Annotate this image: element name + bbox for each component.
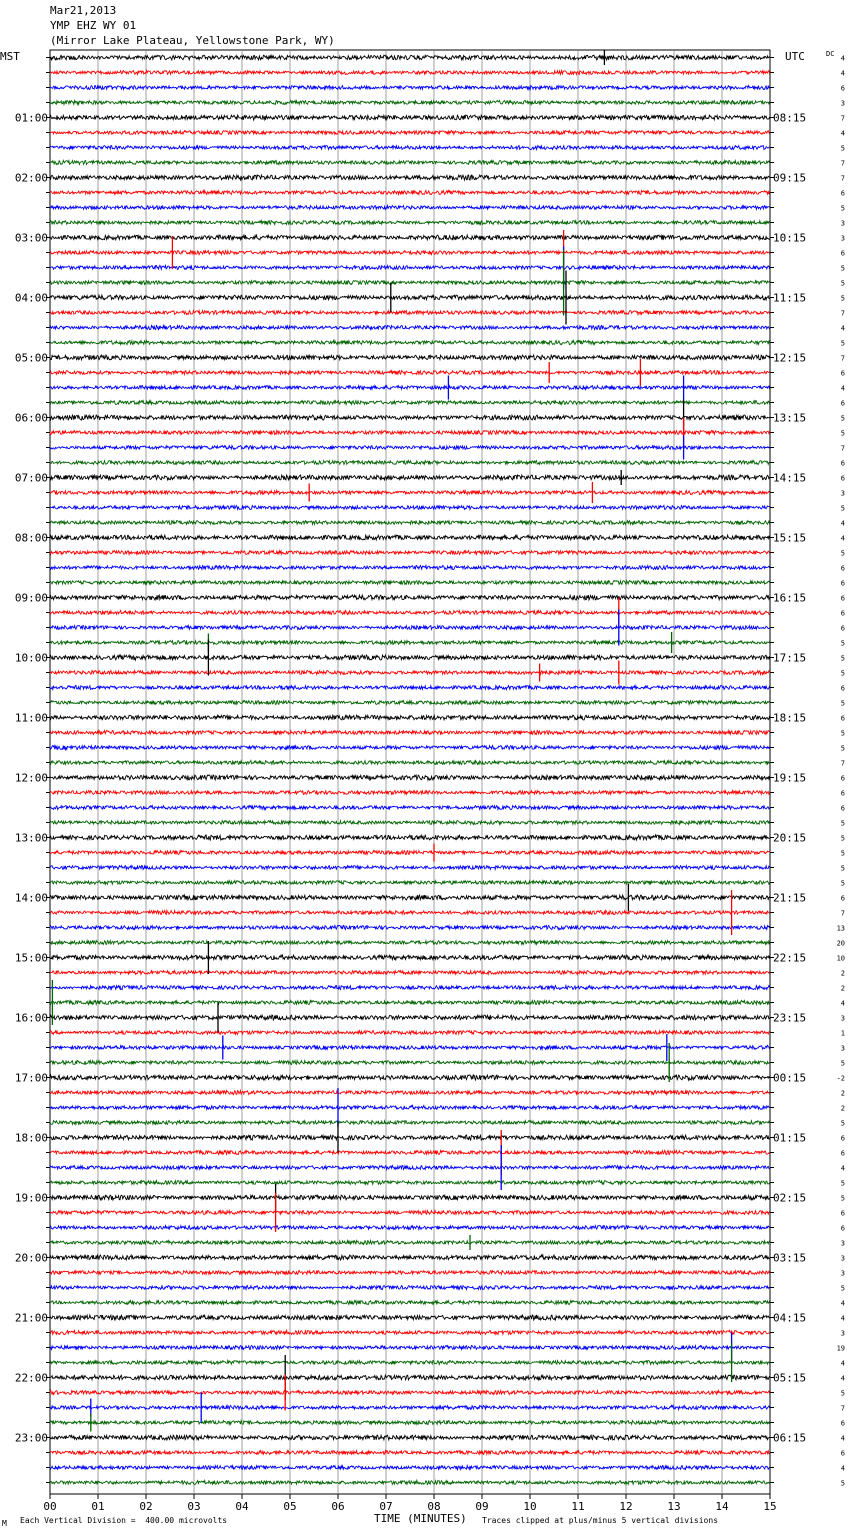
trace-line (50, 355, 770, 360)
x-tick-label: 15 (763, 1500, 777, 1513)
mst-time-label: 02:00 (14, 171, 48, 185)
trace-line (50, 566, 770, 570)
trace-line (50, 791, 770, 795)
trace-line (50, 895, 770, 900)
trace-line (50, 1315, 770, 1320)
dc-offset-label: 20 (836, 939, 845, 948)
dc-offset-label: 6 (840, 624, 845, 633)
dc-offset-label: 2 (840, 984, 845, 993)
trace-line (50, 685, 770, 689)
dc-offset-label: 6 (840, 1209, 845, 1218)
dc-offset-label: 6 (840, 774, 845, 783)
mst-time-label: 17:00 (14, 1071, 48, 1085)
mst-time-label: 08:00 (14, 531, 48, 545)
utc-time-label: 14:15 (773, 471, 807, 485)
trace-line (50, 1211, 770, 1215)
mst-time-label: 13:00 (14, 831, 48, 845)
dc-offset-label: 13 (836, 924, 845, 933)
chart-events (52, 50, 731, 1432)
mst-time-label: 14:00 (14, 891, 48, 905)
trace-line (50, 1015, 770, 1020)
trace-line (50, 386, 770, 390)
trace-line (50, 881, 770, 885)
trace-line (50, 340, 770, 344)
trace-line (50, 1420, 770, 1424)
dc-offset-label: 3 (840, 1044, 845, 1053)
dc-offset-label: 7 (840, 159, 845, 168)
x-tick-label: 05 (283, 1500, 297, 1513)
mst-time-label: 23:00 (14, 1431, 48, 1445)
dc-offset-label: 4 (840, 129, 845, 138)
trace-line (50, 100, 770, 104)
dc-offset-label: 7 (840, 354, 845, 363)
dc-offset-label: 4 (840, 54, 845, 63)
dc-offset-label: 6 (840, 369, 845, 378)
dc-offset-label: 6 (840, 564, 845, 573)
dc-offset-label: 6 (840, 804, 845, 813)
dc-offset-label: 5 (840, 1194, 845, 1203)
x-tick-label: 04 (235, 1500, 249, 1513)
dc-offset-label: 5 (840, 1284, 845, 1293)
trace-line (50, 371, 770, 375)
dc-offset-label: -2 (836, 1074, 845, 1083)
utc-time-label: 12:15 (773, 351, 807, 365)
trace-line (50, 535, 770, 540)
trace-line (50, 941, 770, 945)
trace-line (50, 1075, 770, 1080)
dc-offset-label: 2 (840, 969, 845, 978)
dc-offset-label: 5 (840, 849, 845, 858)
chart-traces (50, 55, 770, 1484)
dc-offset-label: 5 (840, 414, 845, 423)
dc-offset-label: 10 (836, 954, 845, 963)
dc-offset-label: 2 (840, 1104, 845, 1113)
trace-line (50, 175, 770, 180)
mst-time-label: 12:00 (14, 771, 48, 785)
trace-line (50, 55, 770, 60)
dc-offset-label: 5 (840, 204, 845, 213)
trace-line (50, 626, 770, 630)
trace-line (50, 1435, 770, 1440)
trace-line (50, 1151, 770, 1155)
trace-line (50, 671, 770, 675)
trace-line (50, 1391, 770, 1395)
mst-time-label: 19:00 (14, 1191, 48, 1205)
dc-offset-label: 5 (840, 819, 845, 828)
trace-line (50, 1271, 770, 1275)
trace-line (50, 206, 770, 210)
trace-line (50, 461, 770, 465)
dc-offset-label: 5 (840, 144, 845, 153)
dc-offset-label: 3 (840, 1239, 845, 1248)
trace-line (50, 295, 770, 300)
dc-offset-label: 4 (840, 1359, 845, 1368)
dc-offset-label: 4 (840, 69, 845, 78)
utc-time-label: 13:15 (773, 411, 807, 425)
right-axis-title: UTC (785, 50, 805, 63)
trace-line (50, 251, 770, 255)
dc-offset-label: 4 (840, 1314, 845, 1323)
dc-offset-label: 6 (840, 684, 845, 693)
trace-line (50, 701, 770, 705)
mst-time-label: 09:00 (14, 591, 48, 605)
trace-line (50, 551, 770, 555)
trace-line (50, 115, 770, 120)
utc-time-label: 17:15 (773, 651, 807, 665)
mst-time-label: 07:00 (14, 471, 48, 485)
corner-mark: M (2, 1519, 7, 1528)
dc-offset-label: 3 (840, 219, 845, 228)
dc-offset-label: 6 (840, 714, 845, 723)
trace-line (50, 281, 770, 285)
dc-offset-label: 6 (840, 1449, 845, 1458)
trace-line (50, 521, 770, 525)
trace-line (50, 971, 770, 975)
mst-time-label: 04:00 (14, 291, 48, 305)
dc-offset-label: 5 (840, 744, 845, 753)
trace-line (50, 506, 770, 510)
x-axis-title: TIME (MINUTES) (374, 1512, 467, 1525)
trace-line (50, 1480, 770, 1484)
dc-offset-label: 5 (840, 669, 845, 678)
scale-note: Each Vertical Division = 400.00 microvolts (20, 1516, 228, 1525)
utc-time-label: 11:15 (773, 291, 807, 305)
mst-time-label: 20:00 (14, 1251, 48, 1265)
dc-offset-label: 5 (840, 699, 845, 708)
dc-offset-label: 5 (840, 1479, 845, 1488)
trace-line (50, 761, 770, 765)
trace-line (50, 1000, 770, 1004)
x-tick-label: 10 (523, 1500, 537, 1513)
dc-offset-label: 7 (840, 909, 845, 918)
dc-offset-label: 6 (840, 579, 845, 588)
x-tick-label: 11 (571, 1500, 585, 1513)
dc-offset-label: 6 (840, 1419, 845, 1428)
trace-line (50, 655, 770, 660)
dc-offset-label: 5 (840, 729, 845, 738)
dc-offset-label: 6 (840, 399, 845, 408)
utc-time-label: 15:15 (773, 531, 807, 545)
utc-time-label: 01:15 (773, 1131, 807, 1145)
utc-time-label: 08:15 (773, 111, 807, 125)
trace-line (50, 745, 770, 749)
dc-offset-label: 5 (840, 834, 845, 843)
dc-offset-label: 6 (840, 594, 845, 603)
utc-time-label: 10:15 (773, 231, 807, 245)
dc-offset-label: 6 (840, 609, 845, 618)
dc-offset-label: 5 (840, 504, 845, 513)
trace-line (50, 235, 770, 240)
left-axis-title: MST (0, 50, 20, 63)
dc-offset-label: 6 (840, 1149, 845, 1158)
utc-time-label: 21:15 (773, 891, 807, 905)
trace-line (50, 1226, 770, 1230)
dc-offset-label: 3 (840, 1329, 845, 1338)
trace-line (50, 1106, 770, 1110)
trace-line (50, 1346, 770, 1350)
dc-offset-label: 7 (840, 309, 845, 318)
trace-line (50, 190, 770, 194)
dc-offset-label: 4 (840, 1164, 845, 1173)
trace-line (50, 866, 770, 870)
x-tick-label: 13 (667, 1500, 681, 1513)
utc-time-label: 23:15 (773, 1011, 807, 1025)
dc-offset-label: 4 (840, 1299, 845, 1308)
dc-offset-label: 4 (840, 324, 845, 333)
x-tick-label: 00 (43, 1500, 57, 1513)
dc-offset-label: 7 (840, 444, 845, 453)
trace-line (50, 490, 770, 494)
trace-line (50, 1091, 770, 1095)
mst-time-label: 16:00 (14, 1011, 48, 1025)
dc-offset-label: 6 (840, 474, 845, 483)
x-tick-label: 07 (379, 1500, 393, 1513)
dc-offset-label: 3 (840, 489, 845, 498)
dc-offset-label: 6 (840, 789, 845, 798)
mst-time-label: 22:00 (14, 1371, 48, 1385)
trace-line (50, 1255, 770, 1260)
x-tick-label: 06 (331, 1500, 345, 1513)
x-tick-label: 09 (475, 1500, 489, 1513)
dc-offset-label: 6 (840, 84, 845, 93)
utc-time-label: 19:15 (773, 771, 807, 785)
trace-line (50, 986, 770, 990)
x-tick-label: 08 (427, 1500, 441, 1513)
trace-line (50, 1466, 770, 1470)
dc-offset-label: 3 (840, 99, 845, 108)
trace-line (50, 1301, 770, 1305)
trace-line (50, 1195, 770, 1200)
utc-time-label: 22:15 (773, 951, 807, 965)
trace-line (50, 806, 770, 810)
trace-line (50, 401, 770, 405)
dc-offset-label: 4 (840, 1374, 845, 1383)
trace-line (50, 86, 770, 90)
header-station: YMP EHZ WY 01 (50, 19, 137, 32)
dc-offset-label: 5 (840, 1059, 845, 1068)
utc-time-label: 18:15 (773, 711, 807, 725)
dc-offset-label: 4 (840, 1434, 845, 1443)
dc-offset-label: 19 (836, 1344, 845, 1353)
dc-offset-label: 5 (840, 1389, 845, 1398)
dc-offset-label: 5 (840, 864, 845, 873)
trace-line (50, 611, 770, 615)
trace-line (50, 1405, 770, 1409)
trace-line (50, 146, 770, 150)
x-tick-label: 02 (139, 1500, 153, 1513)
dc-offset-label: 3 (840, 1014, 845, 1023)
trace-line (50, 820, 770, 824)
dc-offset-label: 5 (840, 429, 845, 438)
utc-time-label: 03:15 (773, 1251, 807, 1265)
trace-line (50, 1060, 770, 1064)
trace-line (50, 1166, 770, 1170)
mst-time-label: 03:00 (14, 231, 48, 245)
trace-line (50, 1330, 770, 1334)
trace-line (50, 1031, 770, 1035)
dc-offset-label: 6 (840, 249, 845, 258)
trace-line (50, 731, 770, 735)
trace-line (50, 955, 770, 960)
dc-offset-label: 6 (840, 1134, 845, 1143)
dc-offset-label: 3 (840, 1269, 845, 1278)
trace-line (50, 326, 770, 330)
dc-offset-label: 5 (840, 1119, 845, 1128)
mst-time-label: 05:00 (14, 351, 48, 365)
dc-offset-label: 6 (840, 894, 845, 903)
utc-time-label: 00:15 (773, 1071, 807, 1085)
dc-offset-label: 5 (840, 549, 845, 558)
trace-line (50, 1046, 770, 1050)
x-tick-label: 03 (187, 1500, 201, 1513)
trace-line (50, 1451, 770, 1455)
trace-line (50, 595, 770, 600)
trace-line (50, 131, 770, 135)
trace-line (50, 581, 770, 585)
dc-offset-label: 7 (840, 1404, 845, 1413)
trace-line (50, 446, 770, 450)
trace-line (50, 1181, 770, 1185)
mst-time-label: 11:00 (14, 711, 48, 725)
trace-line (50, 71, 770, 75)
dc-offset-label: 2 (840, 1089, 845, 1098)
trace-line (50, 1286, 770, 1290)
dc-offset-label: 5 (840, 1179, 845, 1188)
utc-time-label: 09:15 (773, 171, 807, 185)
trace-line (50, 925, 770, 929)
dc-offset-label: 5 (840, 294, 845, 303)
x-tick-label: 01 (91, 1500, 105, 1513)
mst-time-label: 15:00 (14, 951, 48, 965)
dc-offset-label: 4 (840, 1464, 845, 1473)
trace-line (50, 1375, 770, 1380)
trace-line (50, 1361, 770, 1365)
utc-time-label: 05:15 (773, 1371, 807, 1385)
dc-offset-label: 3 (840, 1254, 845, 1263)
dc-offset-label: 6 (840, 189, 845, 198)
dc-offset-label: 4 (840, 534, 845, 543)
trace-line (50, 311, 770, 315)
trace-line (50, 415, 770, 420)
dc-offset-label: 6 (840, 1224, 845, 1233)
dc-offset-label: 3 (840, 234, 845, 243)
dc-offset-label: 5 (840, 264, 845, 273)
utc-time-label: 16:15 (773, 591, 807, 605)
dc-offset-label: 4 (840, 999, 845, 1008)
dc-offset-label: 5 (840, 654, 845, 663)
trace-line (50, 1121, 770, 1125)
dc-offset-label: 7 (840, 759, 845, 768)
x-tick-label: 12 (619, 1500, 633, 1513)
trace-line (50, 851, 770, 855)
header-date: Mar21,2013 (50, 4, 117, 17)
utc-time-label: 02:15 (773, 1191, 807, 1205)
trace-line (50, 910, 770, 914)
mst-time-label: 10:00 (14, 651, 48, 665)
trace-line (50, 835, 770, 840)
mst-time-label: 01:00 (14, 111, 48, 125)
dc-offset-label: 4 (840, 384, 845, 393)
dc-offset-label: 5 (840, 279, 845, 288)
mst-time-label: 21:00 (14, 1311, 48, 1325)
dc-offset-label: 5 (840, 639, 845, 648)
dc-offset-label: 4 (840, 519, 845, 528)
dc-offset-label: 5 (840, 879, 845, 888)
dc-offset-label: 1 (840, 1029, 845, 1038)
utc-time-label: 04:15 (773, 1311, 807, 1325)
trace-line (50, 775, 770, 780)
dc-label: DC (826, 50, 835, 58)
trace-line (50, 475, 770, 480)
trace-line (50, 160, 770, 164)
dc-offset-label: 5 (840, 339, 845, 348)
trace-line (50, 1135, 770, 1140)
trace-line (50, 265, 770, 269)
trace-line (50, 641, 770, 645)
trace-line (50, 221, 770, 225)
dc-offset-label: 6 (840, 459, 845, 468)
mst-time-label: 18:00 (14, 1131, 48, 1145)
x-tick-label: 14 (715, 1500, 729, 1513)
mst-time-label: 06:00 (14, 411, 48, 425)
trace-line (50, 715, 770, 720)
header-location: (Mirror Lake Plateau, Yellowstone Park, WY) (50, 34, 335, 47)
utc-time-label: 06:15 (773, 1431, 807, 1445)
clip-note: Traces clipped at plus/minus 5 vertical divisions (482, 1516, 719, 1525)
trace-line (50, 1241, 770, 1245)
utc-time-label: 20:15 (773, 831, 807, 845)
trace-line (50, 431, 770, 435)
dc-offset-label: 7 (840, 174, 845, 183)
dc-offset-label: 7 (840, 114, 845, 123)
